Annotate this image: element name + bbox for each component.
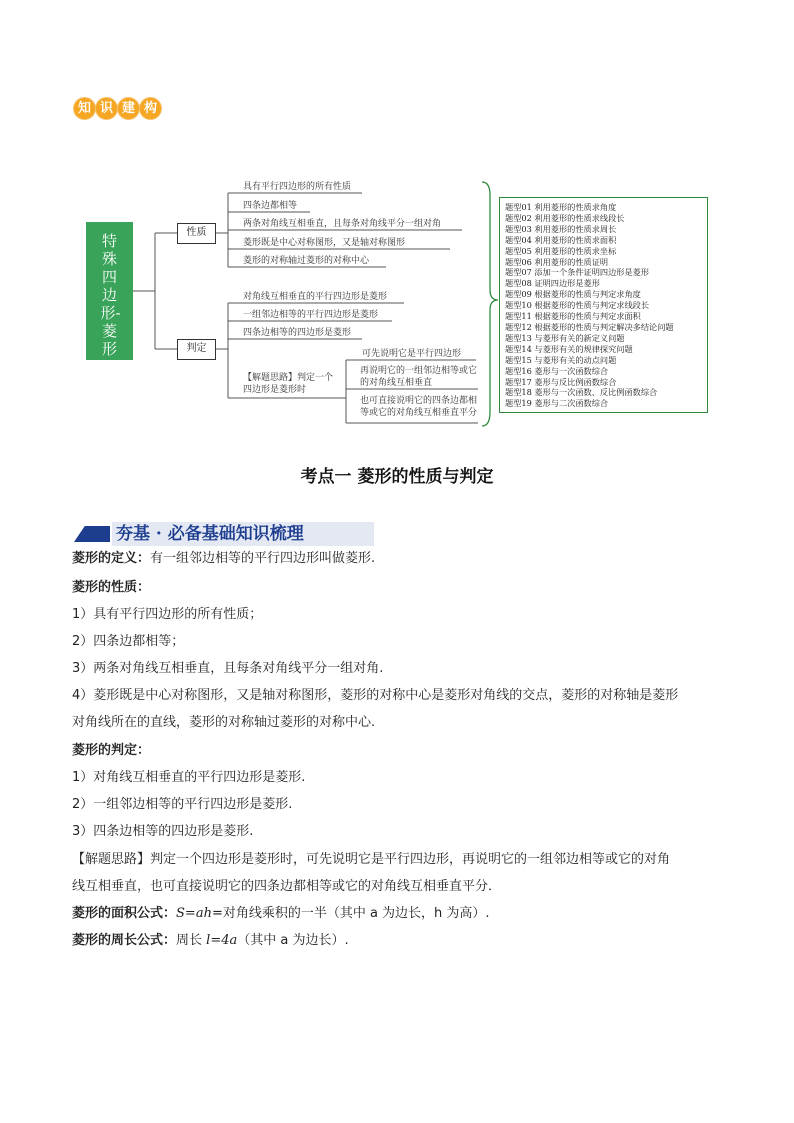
section-heading: 夯基 · 必备基础知识梳理 xyxy=(112,522,374,546)
question-type-item: 题型05 利用菱形的性质求坐标 xyxy=(505,245,617,256)
criteria-item: 1）对角线互相垂直的平行四边形是菱形. xyxy=(72,770,306,785)
question-type-item: 题型19 菱形与二次函数综合 xyxy=(505,398,609,409)
area-formula: S=ah xyxy=(176,906,212,921)
definition-text: 有一组邻边相等的平行四边形叫做菱形. xyxy=(150,551,376,566)
question-type-item: 题型02 利用菱形的性质求线段长 xyxy=(505,212,625,223)
criteria-label: 菱形的判定： xyxy=(72,743,151,758)
property-item: 2）四条边都相等； xyxy=(72,634,185,649)
thinking-line: 线互相垂直，也可直接说明它的四条边都相等或它的对角线互相垂直平分． xyxy=(72,879,502,894)
question-type-item: 题型07 添加一个条件证明四边形是菱形 xyxy=(505,267,650,278)
question-type-item: 题型04 利用菱形的性质求面积 xyxy=(505,234,617,245)
section-title: 考点一 菱形的性质与判定 xyxy=(300,467,494,487)
properties-label: 菱形的性质： xyxy=(72,580,151,595)
question-type-item: 题型03 利用菱形的性质求周长 xyxy=(505,223,617,234)
question-type-item: 题型09 根据菱形的性质与判定求角度 xyxy=(505,289,641,300)
property-leaf: 两条对角线互相垂直，且每条对角线平分一组对角 xyxy=(243,219,442,229)
property-leaf: 四条边都相等 xyxy=(243,201,298,211)
definition-label: 菱形的定义： xyxy=(72,551,151,566)
property-leaf: 菱形的对称轴过菱形的对称中心 xyxy=(243,256,370,266)
thinking-label: 【解题思路】判定一个四边形是菱形时 xyxy=(243,373,334,395)
criteria-leaf: 一组邻边相等的平行四边形是菱形 xyxy=(243,310,379,320)
perimeter-formula: l=4a xyxy=(206,933,238,948)
property-item: 4）菱形既是中心对称图形，又是轴对称图形，菱形的对称中心是菱形对角线的交点，菱形的对称轴是菱形 xyxy=(72,688,679,703)
question-type-item: 题型08 证明四边形是菱形 xyxy=(505,278,600,289)
branch-properties: 性质 xyxy=(177,223,216,244)
question-type-item: 题型15 与菱形有关的动点问题 xyxy=(505,354,617,365)
criteria-heading xyxy=(72,742,150,760)
thinking-step-c: 也可直接说明它的四条边都相等或它的对角线互相垂直平分 xyxy=(360,396,478,418)
section-heading-bar xyxy=(74,522,414,546)
definition-line xyxy=(72,550,375,568)
question-type-list xyxy=(499,197,708,413)
question-type-item: 题型11 根据菱形的性质与判定求面积 xyxy=(505,311,641,322)
criteria-leaf: 四条边相等的四边形是菱形 xyxy=(243,328,352,338)
property-leaf: 菱形既是中心对称图形，又是轴对称图形 xyxy=(243,238,406,248)
perimeter-post: （其中 a 为边长）. xyxy=(237,933,349,948)
question-type-item: 题型01 利用菱形的性质求角度 xyxy=(505,202,617,212)
question-type-item: 题型18 菱形与一次函数、反比例函数综合 xyxy=(505,387,658,398)
root-label: 特殊四边形-菱形 xyxy=(100,232,121,358)
area-text: =对角线乘积的一半（其中 a 为边长，h 为高）. xyxy=(211,906,490,921)
badge-char: 知 xyxy=(74,98,95,119)
question-type-item: 题型13 与菱形有关的新定义问题 xyxy=(505,332,625,343)
mindmap-root xyxy=(86,222,133,360)
property-item: 3）两条对角线互相垂直，且每条对角线平分一组对角. xyxy=(72,661,384,676)
thinking-line: 【解题思路】判定一个四边形是菱形时，可先说明它是平行四边形，再说明它的一组邻边相等或它的对角 xyxy=(72,852,671,867)
property-item: 1）具有平行四边形的所有性质； xyxy=(72,607,263,622)
criteria-item: 3）四条边相等的四边形是菱形. xyxy=(72,824,254,839)
badge-char: 构 xyxy=(140,98,161,119)
thinking-step-b: 再说明它的一组邻边相等或它的对角线互相垂直 xyxy=(360,366,478,388)
property-item-cont: 对角线所在的直线，菱形的对称轴过菱形的对称中心. xyxy=(72,715,376,730)
question-type-item: 题型16 菱形与一次函数综合 xyxy=(505,365,609,376)
heading-accent-shape xyxy=(74,526,110,542)
perimeter-pre: 周长 xyxy=(176,933,207,948)
question-type-item: 题型06 利用菱形的性质证明 xyxy=(505,256,609,267)
thinking-step-a: 可先说明它是平行四边形 xyxy=(362,349,462,359)
question-type-item: 题型10 根据菱形的性质与判定求线段长 xyxy=(505,300,650,311)
branch-criteria: 判定 xyxy=(177,339,216,360)
question-type-item: 题型17 菱形与反比例函数综合 xyxy=(505,376,617,387)
badge-char: 建 xyxy=(118,98,139,119)
question-type-item: 题型14 与菱形有关的规律探究问题 xyxy=(505,343,633,354)
perimeter-label: 菱形的周长公式： xyxy=(72,933,177,948)
properties-heading xyxy=(72,579,150,597)
perimeter-formula-line xyxy=(72,932,349,950)
criteria-item: 2）一组邻边相等的平行四边形是菱形. xyxy=(72,797,293,812)
property-leaf: 具有平行四边形的所有性质 xyxy=(243,182,352,192)
criteria-leaf: 对角线互相垂直的平行四边形是菱形 xyxy=(243,292,388,302)
question-type-item: 题型12 根据菱形的性质与判定解决多结论问题 xyxy=(505,321,674,332)
area-label: 菱形的面积公式： xyxy=(72,906,177,921)
area-formula-line xyxy=(72,905,490,923)
badge-char: 识 xyxy=(96,98,117,119)
